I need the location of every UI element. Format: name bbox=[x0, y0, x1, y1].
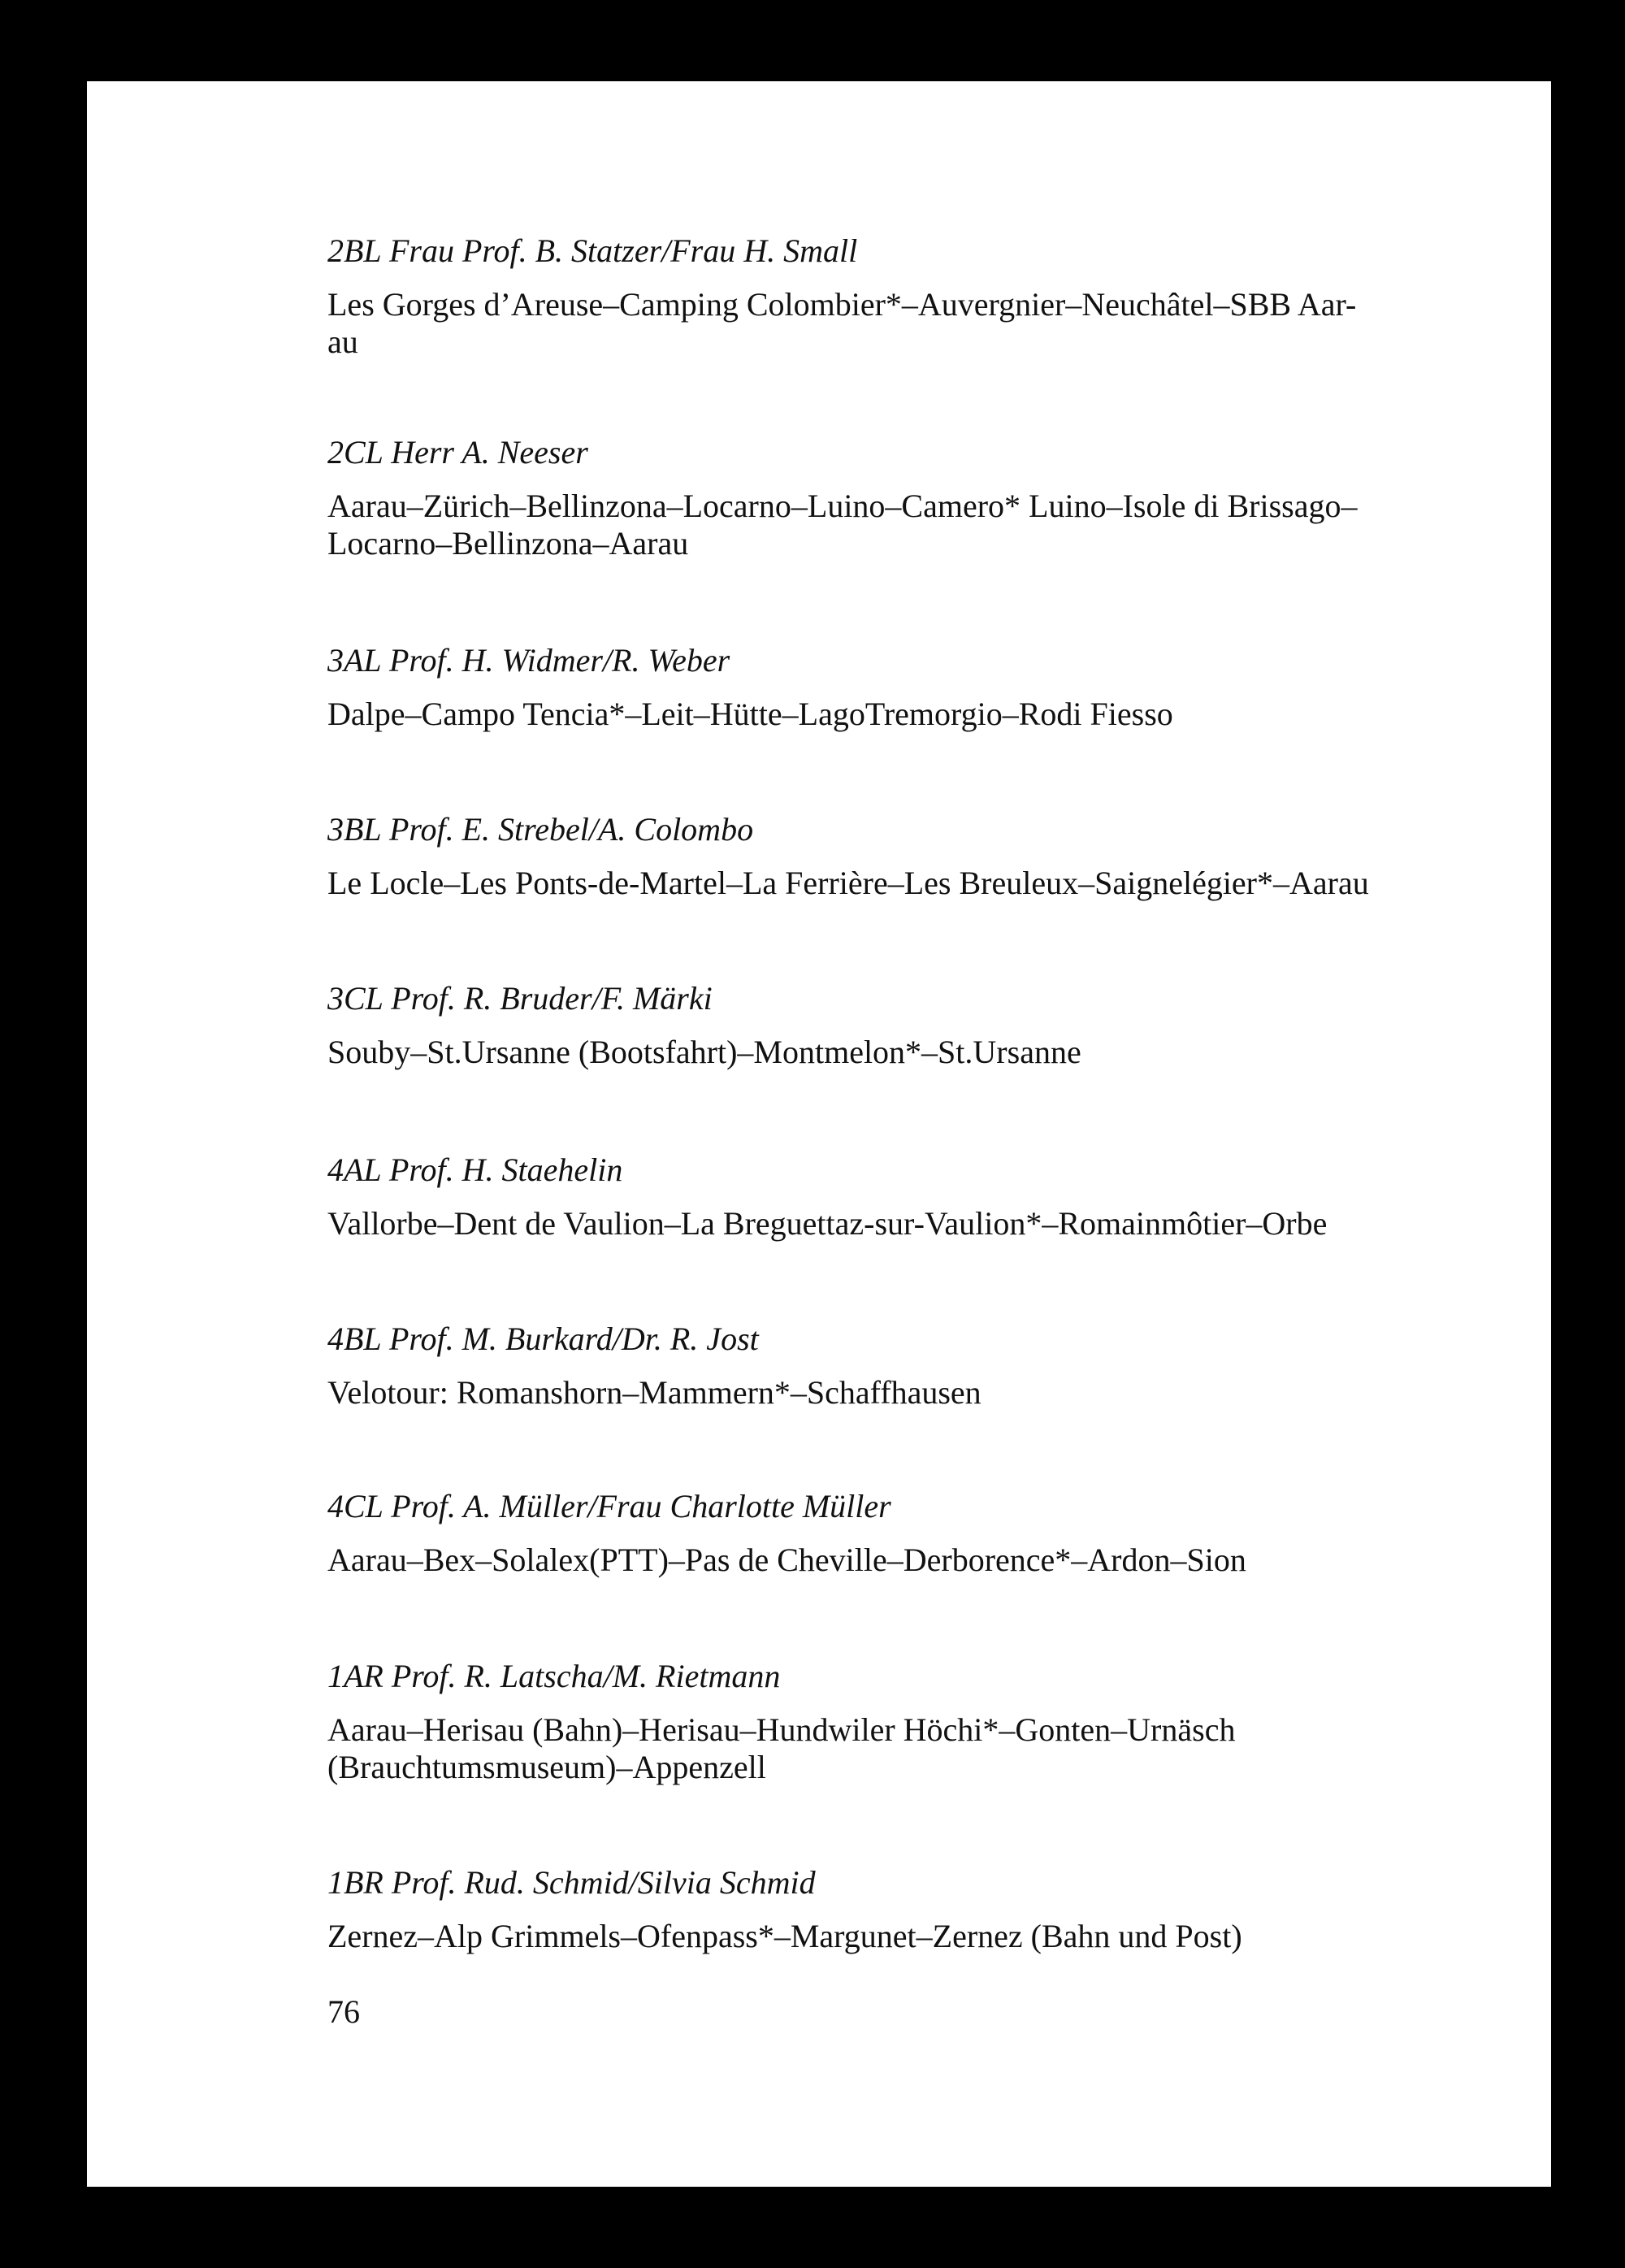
entry-heading: 2BL Frau Prof. B. Statzer/Frau H. Small bbox=[327, 232, 858, 269]
route-line: Vallorbe–Dent de Vaulion–La Breguettaz-sur-Vaulion*–Romainmôtier–Orbe bbox=[327, 1205, 1328, 1242]
entry-route bbox=[327, 1918, 1562, 1955]
route-line: Souby–St.Ursanne (Bootsfahrt)–Montmelon*–St.Ursanne bbox=[327, 1034, 1081, 1070]
route-line: Locarno–Bellinzona–Aarau bbox=[327, 525, 689, 562]
entry-route bbox=[327, 1711, 1562, 1786]
entry-route bbox=[327, 1034, 1562, 1071]
route-line: Aarau–Zürich–Bellinzona–Locarno–Luino–Camero* Luino–Isole di Brissago– bbox=[327, 488, 1358, 524]
entry-heading: 4BL Prof. M. Burkard/Dr. R. Jost bbox=[327, 1320, 759, 1357]
entry-heading: 4CL Prof. A. Müller/Frau Charlotte Müller bbox=[327, 1488, 891, 1524]
entry-1br bbox=[327, 1864, 1562, 1955]
entry-3al bbox=[327, 642, 1562, 733]
route-line: Le Locle–Les Ponts-de-Martel–La Ferrière–Les Breuleux–Saignelégier*–Aarau bbox=[327, 865, 1369, 901]
route-line: Velotour: Romanshorn–Mammern*–Schaffhausen bbox=[327, 1374, 982, 1411]
entry-route bbox=[327, 696, 1562, 733]
route-line: Zernez–Alp Grimmels–Ofenpass*–Margunet–Zernez (Bahn und Post) bbox=[327, 1918, 1242, 1954]
entry-heading: 1BR Prof. Rud. Schmid/Silvia Schmid bbox=[327, 1864, 816, 1901]
route-line: Aarau–Bex–Solalex(PTT)–Pas de Cheville–Derborence*–Ardon–Sion bbox=[327, 1542, 1246, 1578]
entry-heading: 2CL Herr A. Neeser bbox=[327, 434, 588, 471]
entry-2cl bbox=[327, 434, 1562, 562]
document-page bbox=[87, 81, 1551, 2187]
entry-4bl bbox=[327, 1320, 1562, 1412]
entry-4al bbox=[327, 1151, 1562, 1242]
entry-2bl bbox=[327, 232, 1562, 361]
entry-1ar bbox=[327, 1658, 1562, 1786]
entry-route bbox=[327, 865, 1562, 902]
entry-3cl bbox=[327, 980, 1562, 1071]
entry-heading: 4AL Prof. H. Staehelin bbox=[327, 1151, 623, 1188]
page-number: 76 bbox=[327, 1993, 360, 2030]
route-line: (Brauchtumsmuseum)–Appenzell bbox=[327, 1749, 766, 1785]
route-line: Aarau–Herisau (Bahn)–Herisau–Hundwiler Höchi*–Gonten–Urnäsch bbox=[327, 1711, 1236, 1748]
entry-route bbox=[327, 1374, 1562, 1412]
route-line: Les Gorges d’Areuse–Camping Colombier*–Auvergnier–Neuchâtel–SBB Aar- bbox=[327, 286, 1357, 323]
entry-4cl bbox=[327, 1488, 1562, 1579]
entry-heading: 3CL Prof. R. Bruder/F. Märki bbox=[327, 980, 713, 1017]
route-line: Dalpe–Campo Tencia*–Leit–Hütte–LagoTremorgio–Rodi Fiesso bbox=[327, 696, 1173, 732]
entry-route bbox=[327, 488, 1562, 562]
entry-heading: 3AL Prof. H. Widmer/R. Weber bbox=[327, 642, 730, 679]
entry-3bl bbox=[327, 811, 1562, 902]
entry-route bbox=[327, 1205, 1562, 1242]
entry-heading: 1AR Prof. R. Latscha/M. Rietmann bbox=[327, 1658, 781, 1694]
entry-route bbox=[327, 1542, 1562, 1579]
entry-heading: 3BL Prof. E. Strebel/A. Colombo bbox=[327, 811, 754, 848]
entry-route bbox=[327, 286, 1562, 361]
route-line: au bbox=[327, 323, 358, 360]
